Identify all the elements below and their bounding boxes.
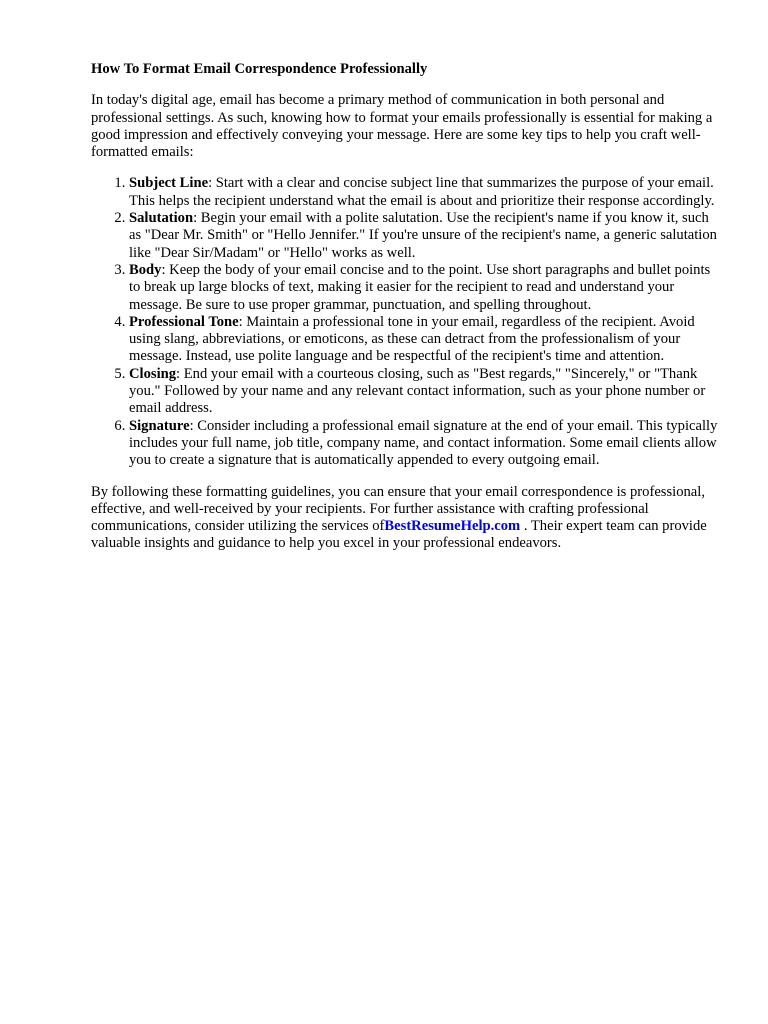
tip-text: : Keep the body of your email concise and to the point. Use short paragraphs and bullet points to break up large blocks of text, making it easier for the recipient to read and understand your message. Be sure to use proper grammar, punctuation, and spelling throughout. bbox=[129, 261, 711, 313]
tip-text: : End your email with a courteous closing, such as "Best regards," "Sincerely," or "Thank you." Followed by your name and any relevant contact information, such as your phone number or email address. bbox=[129, 365, 706, 417]
tip-text: : Begin your email with a polite salutation. Use the recipient's name if you know it, such as "Dear Mr. Smith" or "Hello Jennifer." If you're unsure of the recipient's name, a generic salutation like "Dear Sir/Madam" or "Hello" works as well. bbox=[129, 210, 717, 261]
list-item bbox=[129, 418, 721, 470]
tips-list bbox=[91, 175, 721, 469]
tip-term: Signature bbox=[129, 417, 190, 434]
conclusion-text-end: . Their expert team can provide valuable insights and guidance to help you excel in your professional endeavors. bbox=[91, 518, 707, 552]
bestresumehelp-link[interactable]: BestResumeHelp.com bbox=[384, 518, 521, 535]
list-item bbox=[129, 366, 721, 418]
list-item bbox=[129, 262, 721, 314]
tip-term: Subject Line bbox=[129, 175, 209, 192]
conclusion-paragraph bbox=[91, 484, 721, 553]
tip-text: : Start with a clear and concise subject line that summarizes the purpose of your email. This helps the recipient understand what the email is about and prioritize their response accordingly. bbox=[129, 175, 715, 209]
tip-text: : Maintain a professional tone in your email, regardless of the recipient. Avoid using slang, abbreviations, or emoticons, as these can detract from the professionalism of your message. Instead, use polite language and be respectful of the recipient's time and attention. bbox=[129, 313, 695, 365]
tip-term: Salutation bbox=[129, 210, 194, 227]
intro-paragraph: In today's digital age, email has become a primary method of communication in both personal and professional settings. As such, knowing how to format your emails professionally is essential for making a good impression and effectively conveying your message. Here are some key tips to help you craft well-formatted emails: bbox=[91, 92, 713, 161]
conclusion-text: By following these formatting guidelines, you can ensure that your email correspondence is professional, effective, and well-received by your recipients. For further assistance with crafting professional communications, consider utilizing the services of bbox=[91, 483, 705, 535]
tip-term: Body bbox=[129, 261, 162, 278]
tip-text: : Consider including a professional email signature at the end of your email. This typically includes your full name, job title, company name, and contact information. Some email clients allow you to create a signature that is automatically appended to every outgoing email. bbox=[129, 417, 718, 469]
document-title: How To Format Email Correspondence Professionally bbox=[91, 61, 428, 77]
list-item bbox=[129, 175, 721, 210]
document-page bbox=[91, 61, 721, 567]
list-item bbox=[129, 210, 721, 262]
tip-term: Professional Tone bbox=[129, 313, 239, 330]
list-item bbox=[129, 314, 721, 366]
tip-term: Closing bbox=[129, 365, 177, 382]
